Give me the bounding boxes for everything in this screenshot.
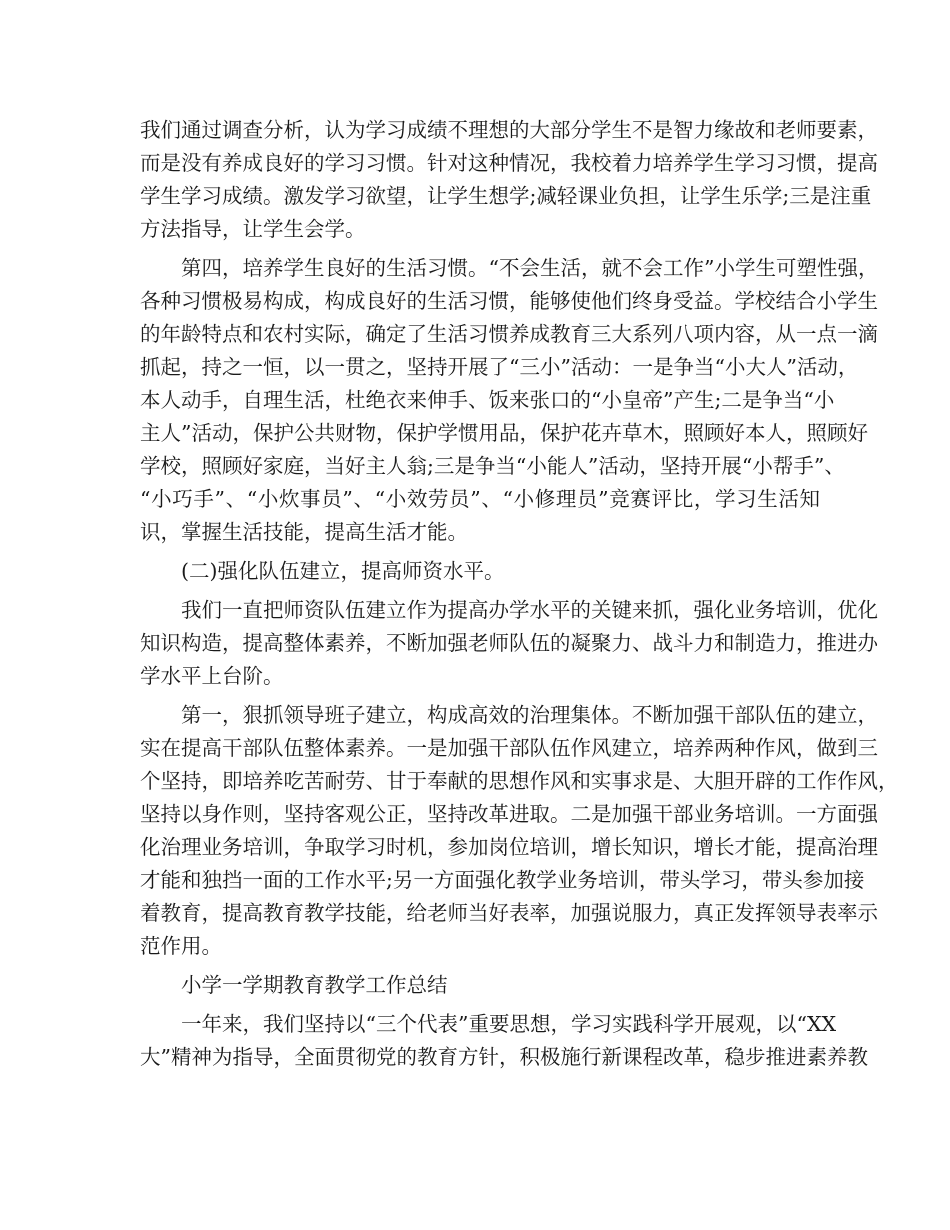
text-line: 实在提高干部队伍整体素养。一是加强干部队伍作风建立，培养两种作风，做到三 (140, 736, 878, 760)
text-line: “小巧手”、“小炊事员”、“小效劳员”、“小修理员”竞赛评比，学习生活知 (140, 487, 820, 511)
text-line: (二)强化队伍建立，提高师资水平。 (181, 559, 505, 583)
text-line: 方法指导，让学生会学。 (140, 217, 366, 241)
text-line: 范作用。 (140, 934, 222, 958)
text-line: 识，掌握生活技能，提高生活才能。 (140, 520, 468, 544)
text-line: 化治理业务培训，争取学习时机，参加岗位培训，增长知识，增长才能，提高治理 (140, 835, 878, 859)
text-line: 的年龄特点和农村实际，确定了生活习惯养成教育三大系列八项内容，从一点一滴 (140, 322, 878, 346)
text-line: 抓起，持之一恒，以一贯之，坚持开展了“三小”活动：一是争当“小大人”活动， (140, 355, 859, 379)
text-line: 本人动手，自理生活，杜绝衣来伸手、饭来张口的“小皇帝”产生;二是争当“小 (140, 388, 835, 412)
text-line: 第一，狠抓领导班子建立，构成高效的治理集体。不断加强干部队伍的建立， (181, 703, 878, 727)
text-line: 才能和独挡一面的工作水平;另一方面强化教学业务培训，带头学习，带头参加接 (140, 868, 865, 892)
text-line: 第四，培养学生良好的生活习惯。“不会生活，就不会工作”小学生可塑性强， (181, 256, 879, 280)
text-line: 着教育，提高教育教学技能，给老师当好表率，加强说服力，真正发挥领导表率示 (140, 901, 878, 925)
text-line: 主人”活动，保护公共财物，保护学惯用品，保护花卉草木，照顾好本人，照顾好 (140, 421, 868, 445)
text-line: 我们一直把师资队伍建立作为提高办学水平的关键来抓，强化业务培训，优化 (181, 598, 878, 622)
text-line: 各种习惯极易构成，构成良好的生活习惯，能够使他们终身受益。学校结合小学生 (140, 289, 878, 313)
text-line: 学校，照顾好家庭，当好主人翁;三是争当“小能人”活动，坚持开展“小帮手”、 (140, 454, 845, 478)
text-line: 知识构造，提高整体素养，不断加强老师队伍的凝聚力、战斗力和制造力，推进办 (140, 631, 878, 655)
text-line: 学生学习成绩。激发学习欲望，让学生想学;减轻课业负担，让学生乐学;三是注重 (140, 184, 872, 208)
text-line: 而是没有养成良好的学习习惯。针对这种情况，我校着力培养学生学习习惯，提高 (140, 151, 878, 175)
text-line: 大”精神为指导，全面贯彻党的教育方针，积极施行新课程改革，稳步推进素养教 (140, 1045, 868, 1069)
paragraph (140, 1008, 868, 1074)
paragraph (140, 594, 878, 693)
text-line: 坚持以身作则，坚持客观公正，坚持改革进取。二是加强干部业务培训。一方面强 (140, 802, 878, 826)
text-line: 一年来，我们坚持以“三个代表”重要思想，学习实践科学开展观，以“XX (181, 1012, 837, 1036)
text-line: 学水平上台阶。 (140, 664, 284, 688)
paragraph (140, 252, 879, 549)
section-title (140, 969, 820, 1002)
text-line: 小学一学期教育教学工作总结 (181, 973, 448, 997)
text-line: 我们通过调查分析，认为学习成绩不理想的大部分学生不是智力缘故和老师要素， (140, 118, 878, 142)
paragraph (140, 114, 878, 246)
section-heading (140, 555, 820, 588)
document-body (140, 114, 899, 1080)
paragraph (140, 699, 899, 963)
text-line: 个坚持，即培养吃苦耐劳、甘于奉献的思想作风和实事求是、大胆开辟的工作作风， (140, 769, 899, 793)
